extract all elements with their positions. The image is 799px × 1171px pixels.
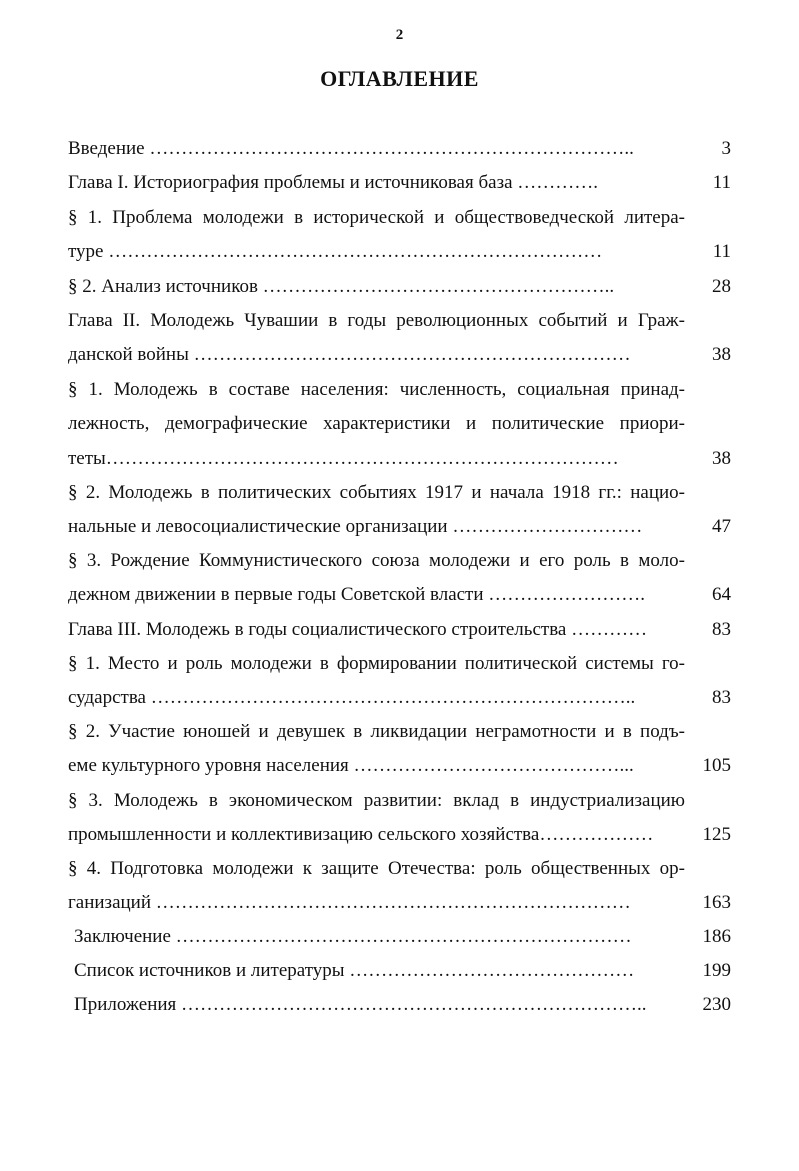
- toc-entry-ch1-sec1-line2[interactable]: туре ……………………………………………………………………: [68, 241, 603, 262]
- toc-entry-ch2-sec3-line1[interactable]: § 3. Рождение Коммунистического союза молодежи и его роль в моло-: [68, 550, 685, 571]
- toc-entry-ch1-sec1-line1[interactable]: § 1. Проблема молодежи в исторической и обществоведческой литера-: [68, 207, 685, 228]
- toc-page-ch3-sec2: 105: [702, 755, 731, 776]
- toc-page-chapter-2: 38: [712, 344, 731, 365]
- toc-page-ch1-sec2: 28: [712, 276, 731, 297]
- toc-entry-ch3-sec1-line1[interactable]: § 1. Место и роль молодежи в формировании политической системы го-: [68, 653, 685, 674]
- toc-page-ch1-sec1: 11: [712, 241, 731, 262]
- toc-page-intro: 3: [721, 138, 731, 159]
- toc-page-ch3-sec4: 163: [702, 892, 731, 913]
- toc-entry-ch2-sec1-line3[interactable]: теты………………………………………………………………………: [68, 448, 619, 469]
- toc-page-appendices: 230: [702, 994, 731, 1015]
- toc-entry-chapter-3[interactable]: Глава III. Молодежь в годы социалистического строительства …………: [68, 619, 648, 640]
- toc-entry-chapter-1[interactable]: Глава I. Историография проблемы и источниковая база ………….: [68, 172, 599, 193]
- page-title: ОГЛАВЛЕНИЕ: [320, 66, 479, 91]
- toc-entry-ch2-sec1-line2[interactable]: лежность, демографические характеристики и политические приори-: [68, 413, 685, 434]
- toc-entry-chapter-2-line2[interactable]: данской войны ……………………………………………………………: [68, 344, 631, 365]
- toc-page-ch2-sec1: 38: [712, 448, 731, 469]
- toc-entry-ch3-sec2-line2[interactable]: еме культурного уровня населения ……………………………………...: [68, 755, 634, 776]
- toc-entry-conclusion[interactable]: Заключение ………………………………………………………………: [74, 926, 632, 947]
- toc-entry-ch3-sec3-line1[interactable]: § 3. Молодежь в экономическом развитии: вклад в индустриализацию: [68, 790, 685, 811]
- toc-page-conclusion: 186: [702, 926, 731, 947]
- toc-entry-ch3-sec4-line1[interactable]: § 4. Подготовка молодежи к защите Отечества: роль общественных ор-: [68, 858, 685, 879]
- toc-page-ch2-sec3: 64: [712, 584, 731, 605]
- toc-entry-bibliography[interactable]: Список источников и литературы ………………………………………: [74, 960, 635, 981]
- toc-entry-ch2-sec2-line1[interactable]: § 2. Молодежь в политических событиях 1917 и начала 1918 гг.: нацио-: [68, 482, 685, 503]
- toc-page-chapter-1: 11: [712, 172, 731, 193]
- toc-entry-ch3-sec3-line2[interactable]: промышленности и коллективизацию сельского хозяйства………………: [68, 824, 654, 845]
- toc-entry-ch2-sec1-line1[interactable]: § 1. Молодежь в составе населения: численность, социальная принад-: [68, 379, 685, 400]
- toc-page-bibliography: 199: [702, 960, 731, 981]
- toc-page-chapter-3: 83: [712, 619, 731, 640]
- toc-entry-ch3-sec4-line2[interactable]: ганизаций …………………………………………………………………: [68, 892, 631, 913]
- toc-page-ch3-sec3: 125: [702, 824, 731, 845]
- toc-entry-ch1-sec2[interactable]: § 2. Анализ источников ………………………………………………..: [68, 276, 615, 297]
- toc-entry-ch2-sec2-line2[interactable]: нальные и левосоциалистические организации …………………………: [68, 516, 643, 537]
- toc-page-ch3-sec1: 83: [712, 687, 731, 708]
- toc-entry-appendices[interactable]: Приложения ………………………………………………………………..: [74, 994, 647, 1015]
- toc-entry-ch3-sec1-line2[interactable]: сударства …………………………………………………………………..: [68, 687, 636, 708]
- toc-entry-intro[interactable]: Введение …………………………………………………………………..: [68, 138, 634, 159]
- toc-entry-ch2-sec3-line2[interactable]: дежном движении в первые годы Советской власти …………………….: [68, 584, 646, 605]
- page-number: 2: [395, 27, 404, 43]
- toc-page-ch2-sec2: 47: [712, 516, 731, 537]
- toc-entry-ch3-sec2-line1[interactable]: § 2. Участие юношей и девушек в ликвидации неграмотности и в подъ-: [68, 721, 685, 742]
- toc-entry-chapter-2-line1[interactable]: Глава II. Молодежь Чувашии в годы революционных событий и Граж-: [68, 310, 685, 331]
